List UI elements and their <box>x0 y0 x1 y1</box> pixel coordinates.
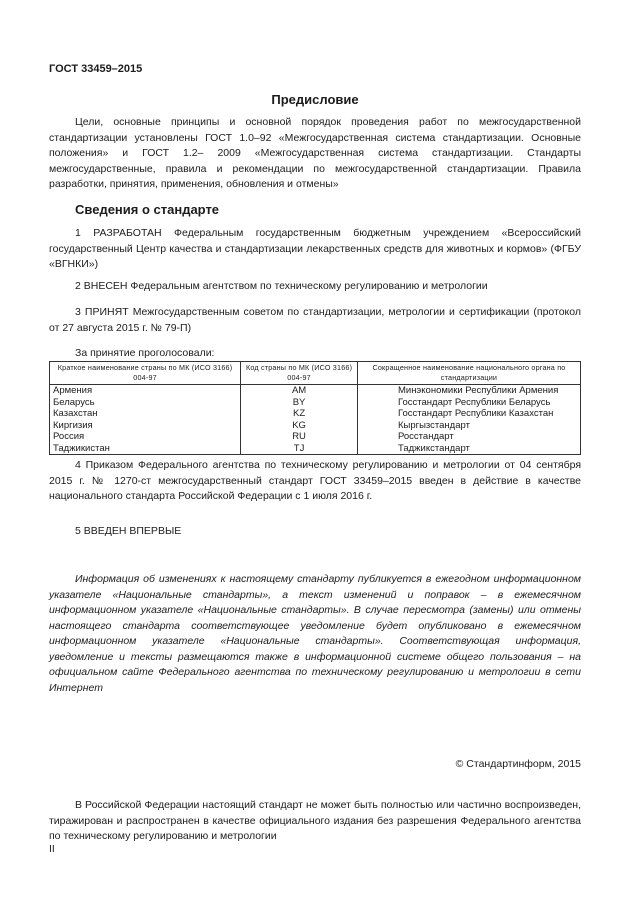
legal-notice: В Российской Федерации настоящий стандарт не может быть полностью или частично воспроизведен, тиражирован и распространен в качестве официального издания без разрешения Федерального агентства по техническому регулированию и метрологии <box>49 799 581 842</box>
info-item-5: 5 ВВЕДЕН ВПЕРВЫЕ <box>75 525 182 537</box>
preface-title: Предисловие <box>271 92 359 107</box>
table-cell-country: Казахстан <box>50 408 241 420</box>
table-row <box>50 443 581 455</box>
table-cell-body: Росстандарт <box>357 431 580 443</box>
table-cell-body: Кыргызстандарт <box>357 420 580 432</box>
table-cell-body: Госстандарт Республики Беларусь <box>357 397 580 409</box>
table-header-country: Краткое наименование страны по МК (ИСО 3166) 004-97 <box>50 362 241 385</box>
vote-label: За принятие проголосовали: <box>75 347 215 359</box>
table-cell-country: Таджикистан <box>50 443 241 455</box>
table-header-body: Сокращенное наименование национального органа по стандартизации <box>357 362 580 385</box>
table-cell-country: Беларусь <box>50 397 241 409</box>
changes-notice: Информация об изменениях к настоящему стандарту публикуется в ежегодном информационном указателе «Национальные стандарты», а текст изменений и поправок – в ежемесячном информационном указателе «Национальные стандарты». В случае пересмотра (замены) или отмены настоящего стандарта соответствующее уведомление будет опубликовано в ежемесячном информационном указателе «Национальные стандарты». Соответствующая информация, уведомление и тексты размещаются также в информационной системе общего пользования – на официальном сайте Федерального агентства по техническому регулированию и метрологии в сети Интернет <box>49 573 581 694</box>
table-cell-body: Таджикстандарт <box>357 443 580 455</box>
table-header-code: Код страны по МК (ИСО 3166) 004-97 <box>241 362 358 385</box>
table-cell-code: RU <box>241 431 358 443</box>
preface-text: Цели, основные принципы и основной порядок проведения работ по межгосударственной стандартизации установлены ГОСТ 1.0–92 «Межгосударственная система стандартизации. Основные положения» и ГОСТ 1.2– 2009 «Межгосударственная система стандартизации. Стандарты межгосударственные, правила и рекомендации по межгосударственной стандартизации. Правила разработки, принятия, применения, обновления и отмены» <box>49 116 581 190</box>
table-cell-country: Россия <box>50 431 241 443</box>
table-cell-code: AM <box>241 385 358 397</box>
info-item-2: 2 ВНЕСЕН Федеральным агентством по техническому регулированию и метрологии <box>75 280 488 292</box>
document-id: ГОСТ 33459–2015 <box>49 63 143 75</box>
table-cell-country: Киргизия <box>50 420 241 432</box>
table-cell-code: KG <box>241 420 358 432</box>
voting-table <box>49 361 581 455</box>
table-cell-body: Минэкономики Республики Армения <box>357 385 580 397</box>
info-item-3: 3 ПРИНЯТ Межгосударственным советом по стандартизации, метрологии и сертификации (протокол от 27 августа 2015 г. № 79-П) <box>49 306 581 334</box>
copyright: © Стандартинформ, 2015 <box>455 758 581 770</box>
info-item-4: 4 Приказом Федерального агентства по техническому регулированию и метрологии от 04 сентября 2015 г. № 1270-ст межгосударственный стандарт ГОСТ 33459–2015 введен в действие в качестве национального стандарта Российской Федерации с 1 июля 2016 г. <box>49 459 581 502</box>
table-cell-code: TJ <box>241 443 358 455</box>
table-cell-code: KZ <box>241 408 358 420</box>
table-header-row <box>50 362 581 385</box>
table-cell-country: Армения <box>50 385 241 397</box>
info-item-1: 1 РАЗРАБОТАН Федеральным государственным бюджетным учреждением «Всероссийский государственный Центр качества и стандартизации лекарственных средств для животных и кормов» (ФГБУ «ВГНКИ») <box>49 227 581 270</box>
table-row <box>50 408 581 420</box>
table-cell-body: Госстандарт Республики Казахстан <box>357 408 580 420</box>
table-row <box>50 431 581 443</box>
table-row <box>50 420 581 432</box>
info-title: Сведения о стандарте <box>75 202 220 217</box>
table-cell-code: BY <box>241 397 358 409</box>
table-row <box>50 385 581 397</box>
table-row <box>50 397 581 409</box>
page-number: II <box>49 843 55 855</box>
